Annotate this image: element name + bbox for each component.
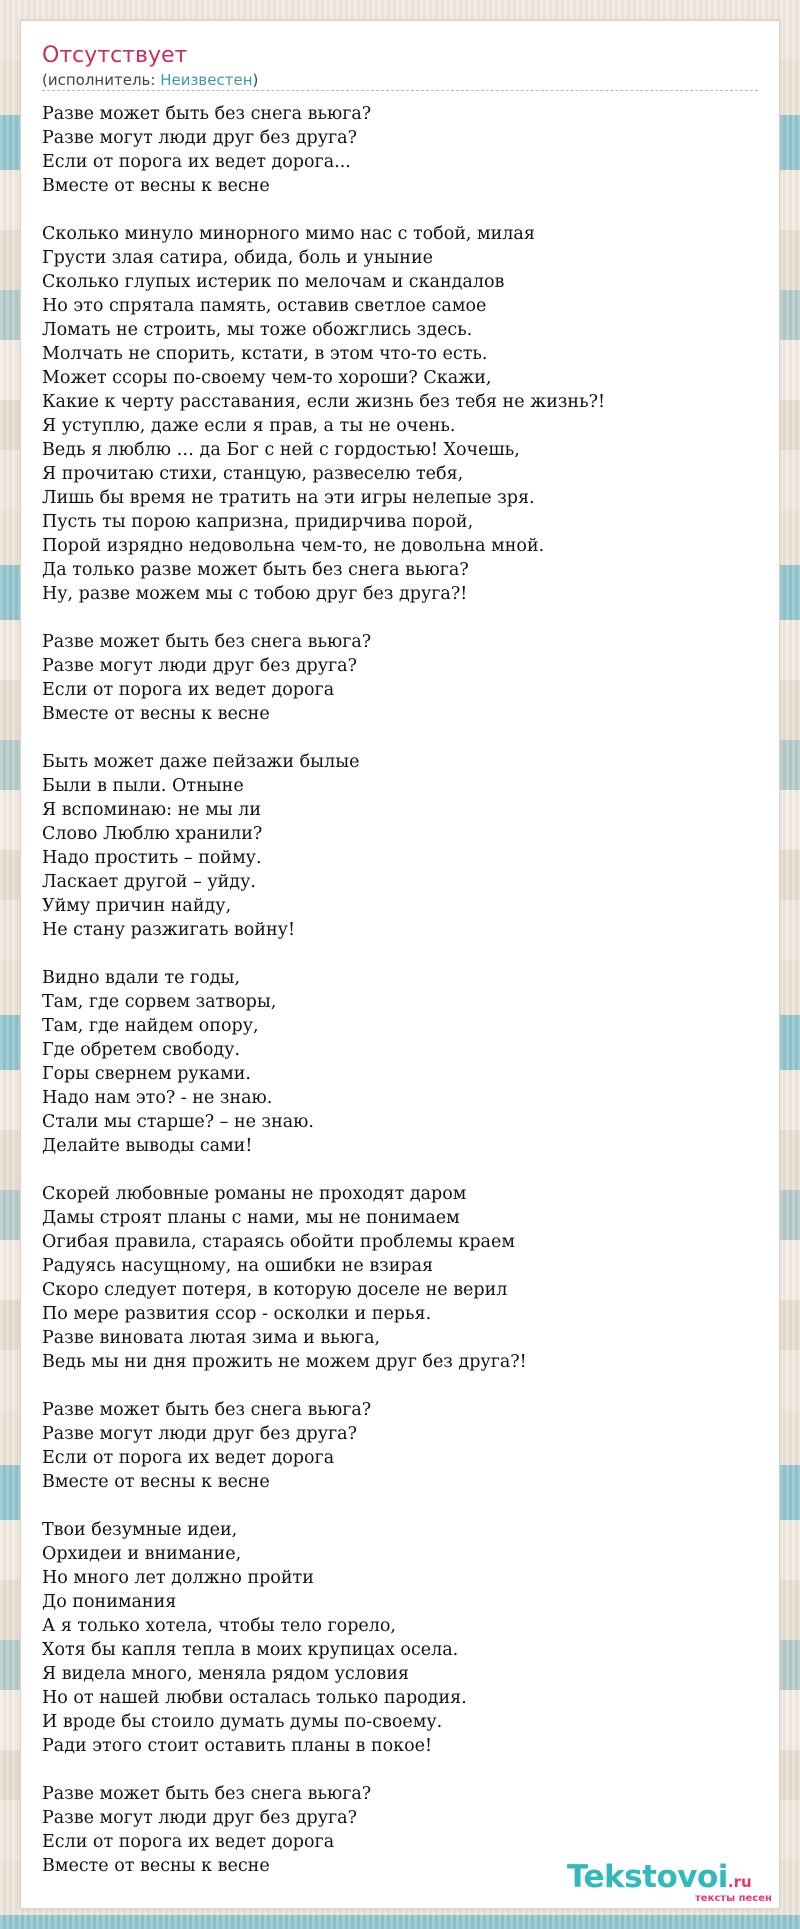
- lyric-line: Да только разве может быть без снега вьюга?: [42, 560, 469, 580]
- lyric-line: Разве может быть без снега вьюга?: [42, 104, 372, 124]
- site-logo[interactable]: [567, 1859, 779, 1909]
- lyric-line: Орхидеи и внимание,: [42, 1544, 242, 1564]
- lyric-line: Разве могут люди друг без друга?: [42, 128, 357, 148]
- lyric-line: Хотя бы капля тепла в моих крупицах осела.: [42, 1640, 459, 1660]
- lyric-line: Разве может быть без снега вьюга?: [42, 1784, 372, 1804]
- lyrics-card: [20, 20, 780, 1909]
- logo-name: Tekstovoi: [567, 1859, 728, 1895]
- stanza-gap: [42, 606, 762, 630]
- lyric-line: Разве могут люди друг без друга?: [42, 656, 357, 676]
- artist-prefix: (исполнитель:: [42, 71, 161, 89]
- lyric-line: Я видела много, меняла рядом условия: [42, 1664, 409, 1684]
- lyric-line: По мере развития ссор - осколки и перья.: [42, 1304, 432, 1324]
- lyric-line: Огибая правила, стараясь обойти проблемы краем: [42, 1232, 515, 1252]
- lyric-line: Там, где сорвем затворы,: [42, 992, 277, 1012]
- lyric-line: Там, где найдем опору,: [42, 1016, 259, 1036]
- lyric-line: Скоро следует потеря, в которую доселе не верил: [42, 1280, 508, 1300]
- lyric-line: Если от порога их ведет дорога: [42, 1448, 335, 1468]
- stanza-gap: [42, 198, 762, 222]
- lyric-line: Горы свернем руками.: [42, 1064, 251, 1084]
- lyric-line: Радуясь насущному, на ошибки не взирая: [42, 1256, 434, 1276]
- lyric-line: Где обретем свободу.: [42, 1040, 241, 1060]
- lyric-line: Какие к черту расставания, если жизнь без тебя не жизнь?!: [42, 392, 606, 412]
- lyric-line: Скорей любовные романы не проходят даром: [42, 1184, 467, 1204]
- lyric-line: Надо нам это? - не знаю.: [42, 1088, 273, 1108]
- lyric-line: Вместе от весны к весне: [42, 1472, 270, 1492]
- artist-link[interactable]: Неизвестен: [160, 71, 253, 89]
- lyric-line: Если от порога их ведет дорога: [42, 680, 335, 700]
- lyric-line: Я прочитаю стихи, станцую, развеселю тебя,: [42, 464, 464, 484]
- lyric-line: Надо простить – пойму.: [42, 848, 262, 868]
- song-title: Отсутствует: [42, 43, 188, 68]
- lyric-line: Вместе от весны к весне: [42, 1856, 270, 1876]
- lyric-line: Грусти злая сатира, обида, боль и уныние: [42, 248, 433, 268]
- lyrics-text: [42, 102, 762, 1878]
- artist-line: [42, 71, 258, 89]
- lyric-line: Разве может быть без снега вьюга?: [42, 632, 372, 652]
- stanza-gap: [42, 1758, 762, 1782]
- lyric-line: Ласкает другой – уйду.: [42, 872, 256, 892]
- lyric-line: Ломать не строить, мы тоже обожглись здесь.: [42, 320, 473, 340]
- lyric-line: Но от нашей любви осталась только пародия.: [42, 1688, 467, 1708]
- lyric-line: Сколько минуло минорного мимо нас с тобой, милая: [42, 224, 535, 244]
- lyric-line: Если от порога их ведет дорога...: [42, 152, 351, 172]
- lyric-line: Может ссоры по-своему чем-то хороши? Скажи,: [42, 368, 492, 388]
- lyric-line: Пусть ты порою капризна, придирчива порой,: [42, 512, 474, 532]
- lyric-line: Видно вдали те годы,: [42, 968, 241, 988]
- lyric-line: И вроде бы стоило думать думы по-своему.: [42, 1712, 443, 1732]
- stanza-gap: [42, 1158, 762, 1182]
- stanza-gap: [42, 1494, 762, 1518]
- lyric-line: Ну, разве можем мы с тобою друг без друга?!: [42, 584, 468, 604]
- artist-suffix: ): [252, 71, 259, 89]
- lyric-line: Ради этого стоит оставить планы в покое!: [42, 1736, 433, 1756]
- lyric-line: Вместе от весны к весне: [42, 704, 270, 724]
- stanza-gap: [42, 1374, 762, 1398]
- lyric-line: Если от порога их ведет дорога: [42, 1832, 335, 1852]
- lyric-line: Разве могут люди друг без друга?: [42, 1424, 357, 1444]
- lyric-line: Сколько глупых истерик по мелочам и скандалов: [42, 272, 505, 292]
- stanza-gap: [42, 942, 762, 966]
- lyric-line: Разве виновата лютая зима и вьюга,: [42, 1328, 381, 1348]
- lyric-line: Дамы строят планы с нами, мы не понимаем: [42, 1208, 460, 1228]
- stanza-gap: [42, 726, 762, 750]
- lyric-line: Я вспоминаю: не мы ли: [42, 800, 262, 820]
- logo-tld: .ru: [727, 1873, 752, 1891]
- lyric-line: Уйму причин найду,: [42, 896, 232, 916]
- lyric-line: Быть может даже пейзажи былые: [42, 752, 360, 772]
- lyric-line: Ведь я люблю … да Бог с ней с гордостью! Хочешь,: [42, 440, 520, 460]
- lyric-line: Разве могут люди друг без друга?: [42, 1808, 357, 1828]
- lyric-line: А я только хотела, чтобы тело горело,: [42, 1616, 396, 1636]
- logo-tagline: тексты песен: [695, 1893, 772, 1904]
- lyric-line: Порой изрядно недовольна чем-то, не довольна мной.: [42, 536, 545, 556]
- lyric-line: Стали мы старше? – не знаю.: [42, 1112, 314, 1132]
- lyric-line: До понимания: [42, 1592, 177, 1612]
- lyric-line: Твои безумные идеи,: [42, 1520, 238, 1540]
- lyric-line: Молчать не спорить, кстати, в этом что-то есть.: [42, 344, 488, 364]
- lyric-line: Но это спрятала память, оставив светлое самое: [42, 296, 487, 316]
- lyric-line: Ведь мы ни дня прожить не можем друг без друга?!: [42, 1352, 527, 1372]
- lyric-line: Но много лет должно пройти: [42, 1568, 314, 1588]
- lyric-line: Слово Люблю хранили?: [42, 824, 263, 844]
- title-divider: [42, 90, 758, 91]
- lyric-line: Делайте выводы сами!: [42, 1136, 253, 1156]
- lyric-line: Лишь бы время не тратить на эти игры нелепые зря.: [42, 488, 535, 508]
- lyric-line: Не стану разжигать войну!: [42, 920, 295, 940]
- lyric-line: Вместе от весны к весне: [42, 176, 270, 196]
- lyric-line: Были в пыли. Отныне: [42, 776, 244, 796]
- lyric-line: Разве может быть без снега вьюга?: [42, 1400, 372, 1420]
- lyric-line: Я уступлю, даже если я прав, а ты не очень.: [42, 416, 456, 436]
